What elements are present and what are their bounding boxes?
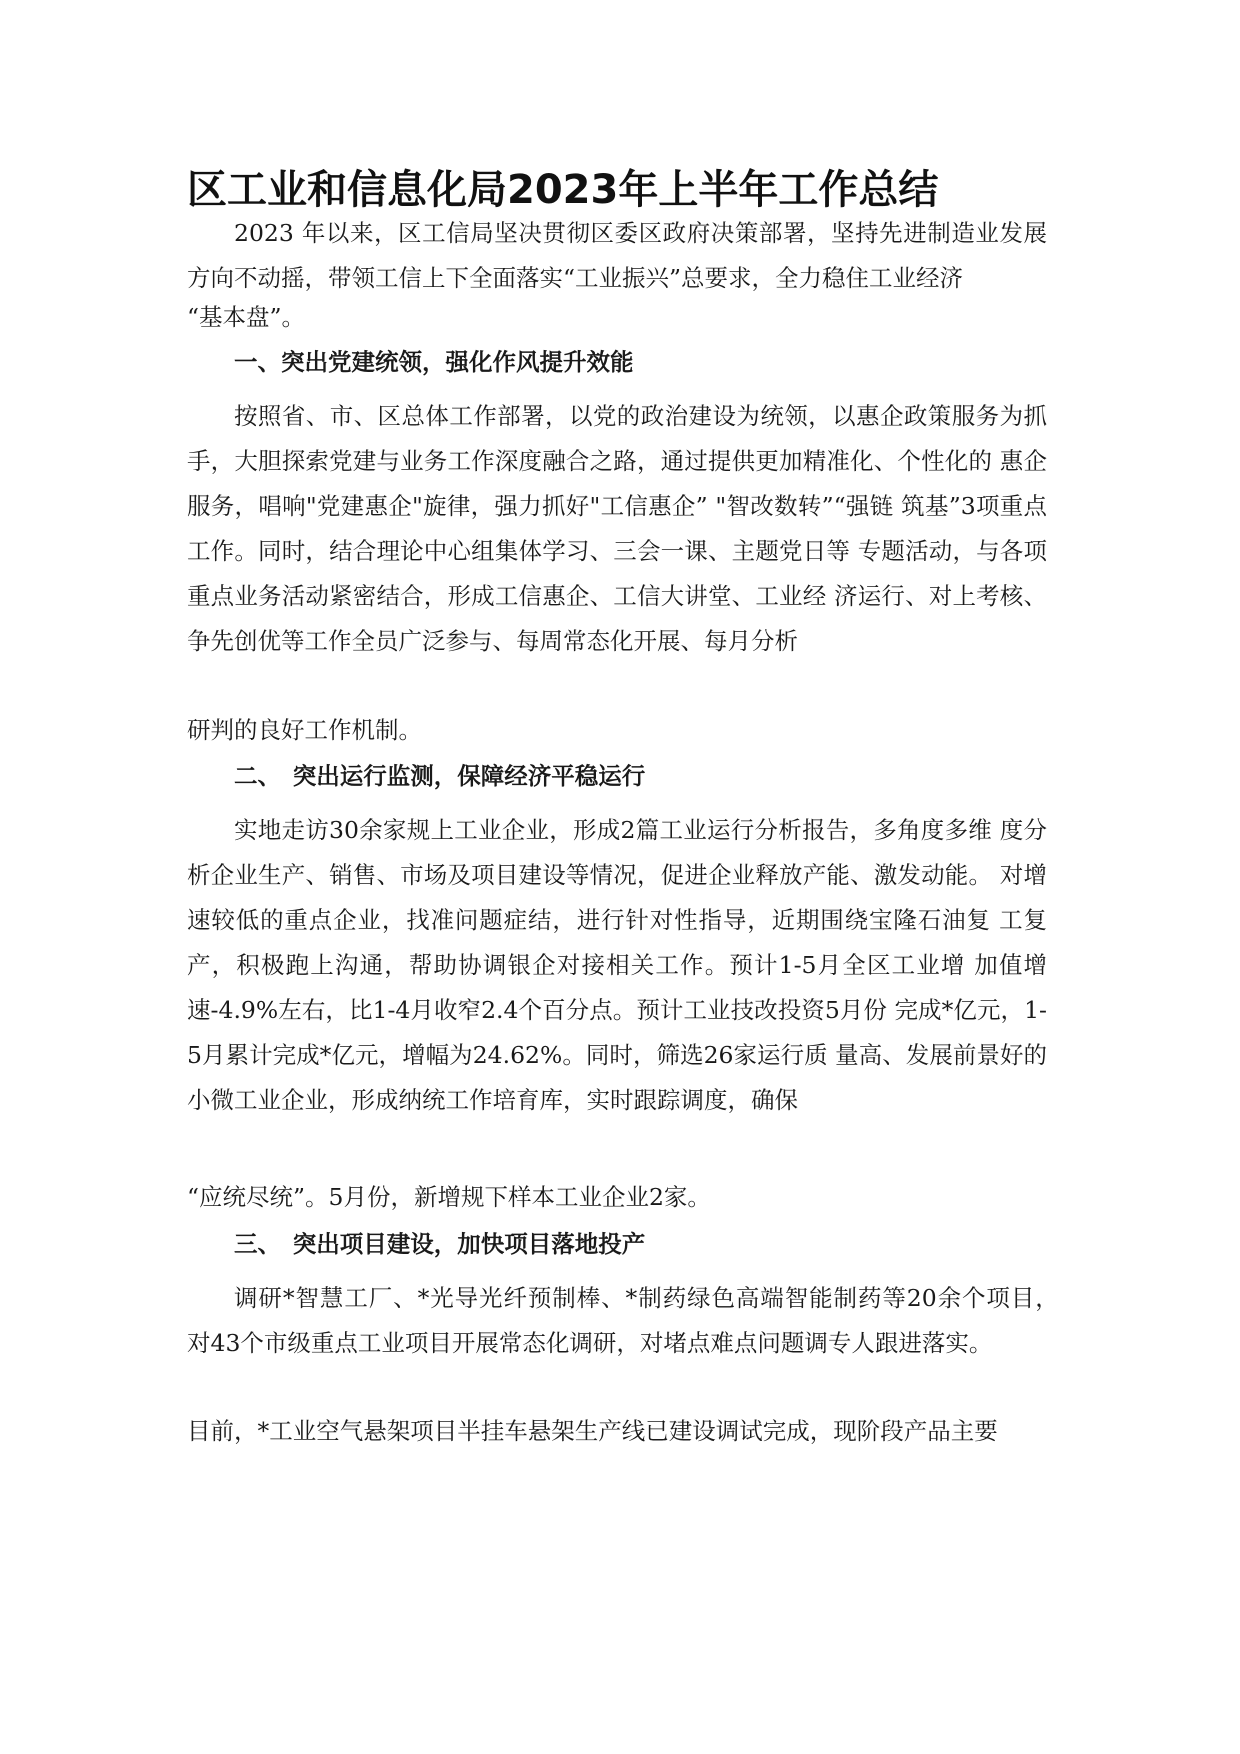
section-1-paragraph-tail: 研判的良好工作机制。 [187,716,422,744]
section-2-paragraph: 实地走访30余家规上工业企业，形成2篇工业运行分析报告，多角度多维 度分析企业生产、销售、市场及项目建设等情况，促进企业释放产能、激发动能。 对增速较低的重点企业，找准问题症结，进行针对性指导，近期围绕宝隆石油复 工复产，积极跑上沟通，帮助协调银企对接相关工作。预计1-5月全区工业增 加值增速-4.9%左右，比1-4月收窄2.4个百分点。预计工业技改投资5月份 完成*亿元，1-5月累计完成*亿元，增幅为24.62%。同时，筛选26家运行质 量高、发展前景好的小微工业企业，形成纳统工作培育库，实时跟踪调度，确保 [187,816,1047,1114]
document-title: 区工业和信息化局2023年上半年工作总结 [187,167,939,213]
section-1-paragraph: 按照省、市、区总体工作部署，以党的政治建设为统领，以惠企政策服务为抓手，大胆探索党建与业务工作深度融合之路，通过提供更加精准化、个性化的 惠企服务，唱响"党建惠企"旋律，强力抓好"工信惠企” "智改数转”“强链 筑基”3项重点工作。同时，结合理论中心组集体学习、三会一课、主题党日等 专题活动，与各项重点业务活动紧密结合，形成工信惠企、工信大讲堂、工业经 济运行、对上考核、争先创优等工作全员广泛参与、每周常态化开展、每月分析 [187,402,1047,655]
section-1-heading: 一、突出党建统领，强化作风提升效能 [234,348,634,376]
section-3-heading: 三、 突出项目建设，加快项目落地投产 [234,1230,646,1258]
intro-paragraph: 2023 年以来，区工信局坚决贯彻区委区政府决策部署，坚持先进制造业发展方向不动摇，带领工信上下全面落实“工业振兴”总要求，全力稳住工业经济 [187,219,1047,292]
section-3-continuation: 目前，*工业空气悬架项目半挂车悬架生产线已建设调试完成，现阶段产品主要 [187,1417,998,1445]
section-2-heading: 二、 突出运行监测，保障经济平稳运行 [234,762,646,790]
section-3-paragraph: 调研*智慧工厂、*光导光纤预制棒、*制药绿色高端智能制药等20余个项目， 对43个市级重点工业项目开展常态化调研，对堵点难点问题调专人跟进落实。 [187,1284,1071,1357]
intro-paragraph-tail: “基本盘”。 [187,303,306,331]
section-2-paragraph-tail: “应统尽统”。5月份，新增规下样本工业企业2家。 [187,1183,711,1211]
